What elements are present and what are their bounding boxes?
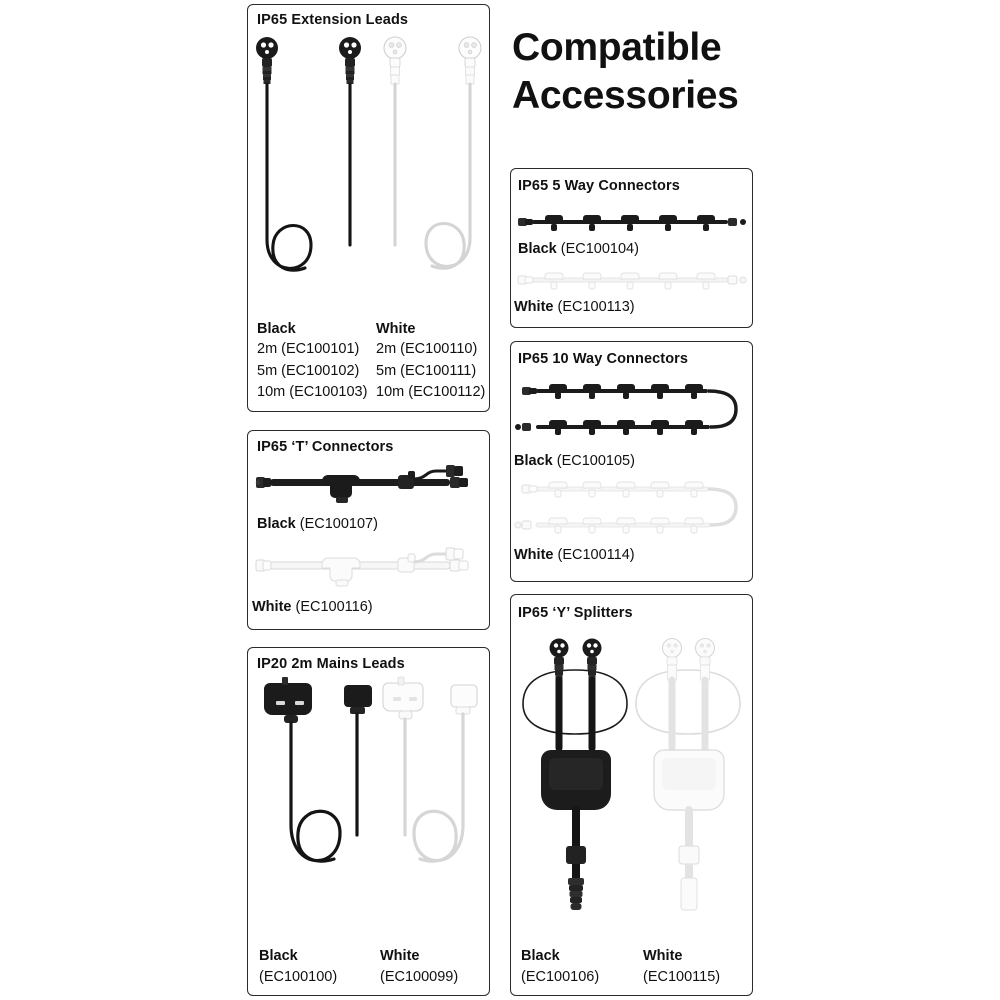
card-title-extension-leads: IP65 Extension Leads: [257, 12, 409, 28]
ten-way-black-code: (EC100105): [556, 453, 635, 469]
t-connector-white-code: (EC100116): [295, 599, 373, 615]
t-connector-black-code: (EC100107): [299, 516, 378, 532]
extension-white-item-2: 10m (EC100112): [376, 384, 486, 400]
y-splitter-white-code: (EC100115): [643, 969, 721, 985]
y-splitter-white-illustration: [628, 630, 748, 940]
extension-black-title: Black: [257, 321, 296, 337]
ten-way-black-title: Black: [514, 453, 553, 469]
five-way-white-title: White: [514, 299, 554, 315]
extension-black-label: [257, 321, 296, 337]
t-connector-white-label: [252, 599, 373, 615]
ten-way-black-illustration: [514, 375, 750, 451]
y-splitter-black-label: [521, 948, 560, 964]
t-connector-white-title: White: [252, 599, 292, 615]
page-title-line1: Compatible: [512, 26, 722, 69]
t-connector-black-illustration: [250, 455, 490, 515]
page-title-line2: Accessories: [512, 73, 739, 117]
five-way-black-illustration: [514, 205, 750, 241]
card-title-5way: IP65 5 Way Connectors: [518, 178, 680, 194]
ten-way-white-code: (EC100114): [557, 547, 635, 563]
mains-black-code: (EC100100): [259, 969, 338, 985]
y-splitter-white-label: [643, 948, 682, 964]
extension-leads-illustration: [247, 30, 490, 320]
y-splitter-black-code: (EC100106): [521, 969, 600, 985]
y-splitter-black-illustration: [515, 630, 635, 940]
extension-black-item-1: 5m (EC100102): [257, 363, 360, 379]
ten-way-white-label: [514, 547, 635, 563]
y-splitter-white-title: White: [643, 948, 683, 964]
five-way-white-illustration: [514, 263, 750, 299]
y-splitter-black-title: Black: [521, 948, 560, 964]
mains-white-title: White: [380, 948, 420, 964]
extension-black-item-2: 10m (EC100103): [257, 384, 368, 400]
t-connector-black-label: [257, 516, 378, 532]
mains-leads-illustration: [250, 675, 490, 935]
five-way-white-code: (EC100113): [557, 299, 635, 315]
extension-white-title: White: [376, 321, 416, 337]
five-way-white-label: [514, 299, 635, 315]
card-title-mains-leads: IP20 2m Mains Leads: [257, 656, 405, 672]
five-way-black-label: [518, 241, 639, 257]
ten-way-white-title: White: [514, 547, 554, 563]
extension-white-item-1: 5m (EC100111): [376, 363, 477, 379]
extension-black-item-0: 2m (EC100101): [257, 341, 360, 357]
t-connector-white-illustration: [250, 538, 490, 598]
ten-way-white-illustration: [514, 473, 750, 549]
t-connector-black-title: Black: [257, 516, 296, 532]
extension-white-label: [376, 321, 415, 337]
mains-black-label: [259, 948, 298, 964]
mains-white-code: (EC100099): [380, 969, 459, 985]
ten-way-black-label: [514, 453, 635, 469]
page-title: [512, 24, 932, 119]
card-title-y-splitters: IP65 ‘Y’ Splitters: [518, 605, 633, 621]
mains-black-title: Black: [259, 948, 298, 964]
card-title-t-connectors: IP65 ‘T’ Connectors: [257, 439, 394, 455]
card-title-10way: IP65 10 Way Connectors: [518, 351, 689, 367]
extension-white-item-0: 2m (EC100110): [376, 341, 478, 357]
five-way-black-title: Black: [518, 241, 557, 257]
mains-white-label: [380, 948, 419, 964]
five-way-black-code: (EC100104): [560, 241, 639, 257]
